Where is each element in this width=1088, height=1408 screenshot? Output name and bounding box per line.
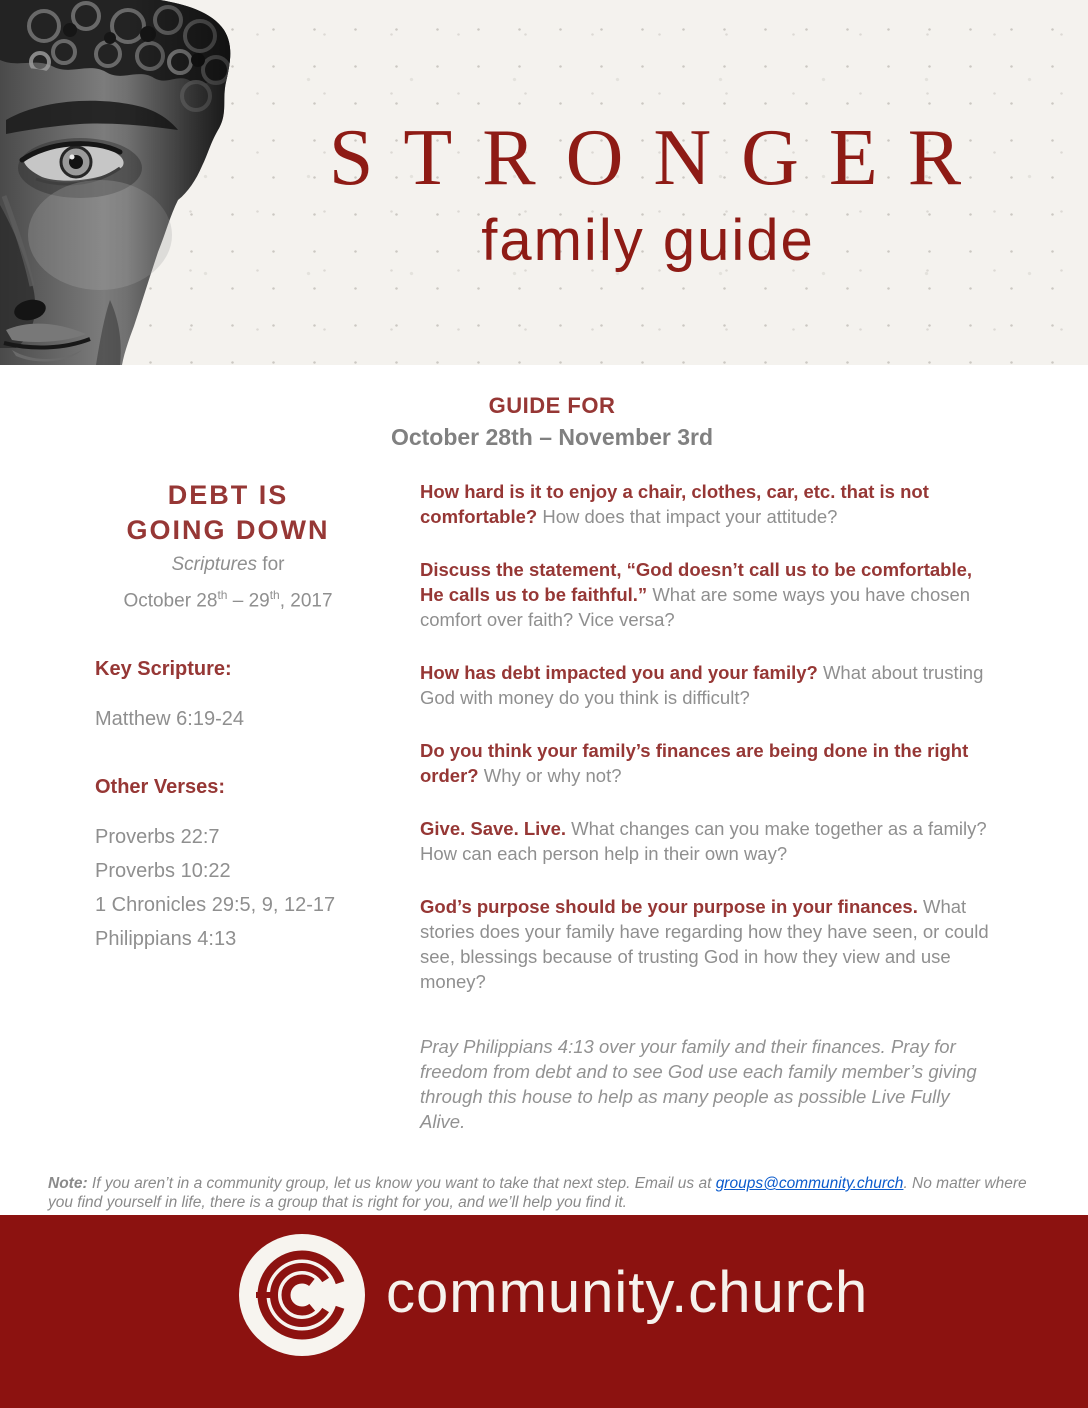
other-verses-list bbox=[78, 820, 378, 956]
series-title-line2: GOING DOWN bbox=[126, 515, 330, 545]
scriptures-word: Scriptures bbox=[171, 554, 258, 575]
banner-subtitle: family guide bbox=[481, 208, 815, 273]
discussion-question bbox=[420, 816, 998, 866]
series-title bbox=[78, 478, 378, 548]
scriptures-date-line bbox=[78, 582, 378, 614]
scriptures-rest: for bbox=[257, 554, 285, 575]
other-verses-label: Other Verses: bbox=[95, 776, 226, 799]
question-body: What stories does your family have regarding how they have seen, or could see, blessings because of trusting God in how they view and use money? bbox=[420, 896, 989, 992]
note-text-before-link: If you aren’t in a community group, let us know you want to take that next step. Email us at bbox=[87, 1175, 716, 1192]
question-lead: How has debt impacted you and your family? bbox=[420, 662, 818, 683]
question-body: What changes can you make together as a family? How can each person help in their own way? bbox=[420, 818, 987, 864]
sidebar bbox=[78, 478, 378, 956]
footer-bar bbox=[0, 1215, 1088, 1408]
verse-item: Philippians 4:13 bbox=[95, 928, 237, 951]
date-sup1: th bbox=[217, 588, 228, 602]
question-body: What about trusting God with money do you think is difficult? bbox=[420, 662, 984, 708]
question-body: Why or why not? bbox=[478, 765, 622, 786]
question-body: How does that impact your attitude? bbox=[537, 506, 838, 527]
footer-brand: community.church bbox=[386, 1260, 869, 1325]
discussion-question bbox=[420, 557, 998, 632]
question-lead: How hard is it to enjoy a chair, clothes, car, etc. that is not comfortable? bbox=[420, 481, 929, 527]
discussion-question bbox=[420, 660, 998, 710]
discussion-question bbox=[420, 894, 998, 994]
banner-title: STRONGER bbox=[328, 114, 992, 202]
date-post: , 2017 bbox=[279, 590, 333, 612]
discussion-question bbox=[420, 479, 998, 529]
verse-item: Proverbs 10:22 bbox=[95, 860, 231, 883]
note-text-after-link: . No matter where you find yourself in life, there is a group that is right for you, and we’ll help you find it. bbox=[48, 1175, 1027, 1211]
question-lead: Do you think your family’s finances are being done in the right order? bbox=[420, 740, 969, 786]
discussion-question bbox=[420, 738, 998, 788]
series-title-line1: DEBT IS bbox=[167, 480, 289, 510]
email-link[interactable]: groups@community.church bbox=[715, 1175, 904, 1192]
david-statue-photo bbox=[0, 0, 236, 365]
discussion-column bbox=[420, 479, 998, 1134]
date-sup2: th bbox=[269, 588, 280, 602]
scriptures-for-line bbox=[78, 552, 378, 578]
guide-heading bbox=[8, 392, 1088, 451]
question-lead: Give. Save. Live. bbox=[420, 818, 567, 839]
community-group-note bbox=[48, 1174, 1048, 1212]
key-scripture-value: Matthew 6:19-24 bbox=[95, 708, 244, 731]
verse-item: 1 Chronicles 29:5, 9, 12-17 bbox=[95, 894, 336, 917]
guide-for-label: GUIDE FOR bbox=[488, 393, 616, 418]
question-lead: Discuss the statement, “God doesn’t call us to be comfortable, He calls us to be faithful.” bbox=[420, 559, 973, 605]
banner bbox=[0, 0, 1088, 365]
key-scripture-label: Key Scripture: bbox=[95, 658, 232, 681]
date-mid: – 29 bbox=[227, 590, 270, 612]
community-church-logo-icon bbox=[237, 1232, 367, 1358]
guide-date-range: October 28th – November 3rd bbox=[390, 424, 714, 450]
note-label: Note: bbox=[48, 1175, 88, 1192]
question-lead: God’s purpose should be your purpose in your finances. bbox=[420, 896, 918, 917]
verse-item: Proverbs 22:7 bbox=[95, 826, 220, 849]
question-body: What are some ways you have chosen comfort over faith? Vice versa? bbox=[420, 584, 971, 630]
prayer-paragraph: Pray Philippians 4:13 over your family and their finances. Pray for freedom from debt and to see God use each family member’s giving through this house to help as many people as possible Live Fully Alive. bbox=[420, 1036, 977, 1132]
date-pre: October 28 bbox=[123, 590, 218, 612]
